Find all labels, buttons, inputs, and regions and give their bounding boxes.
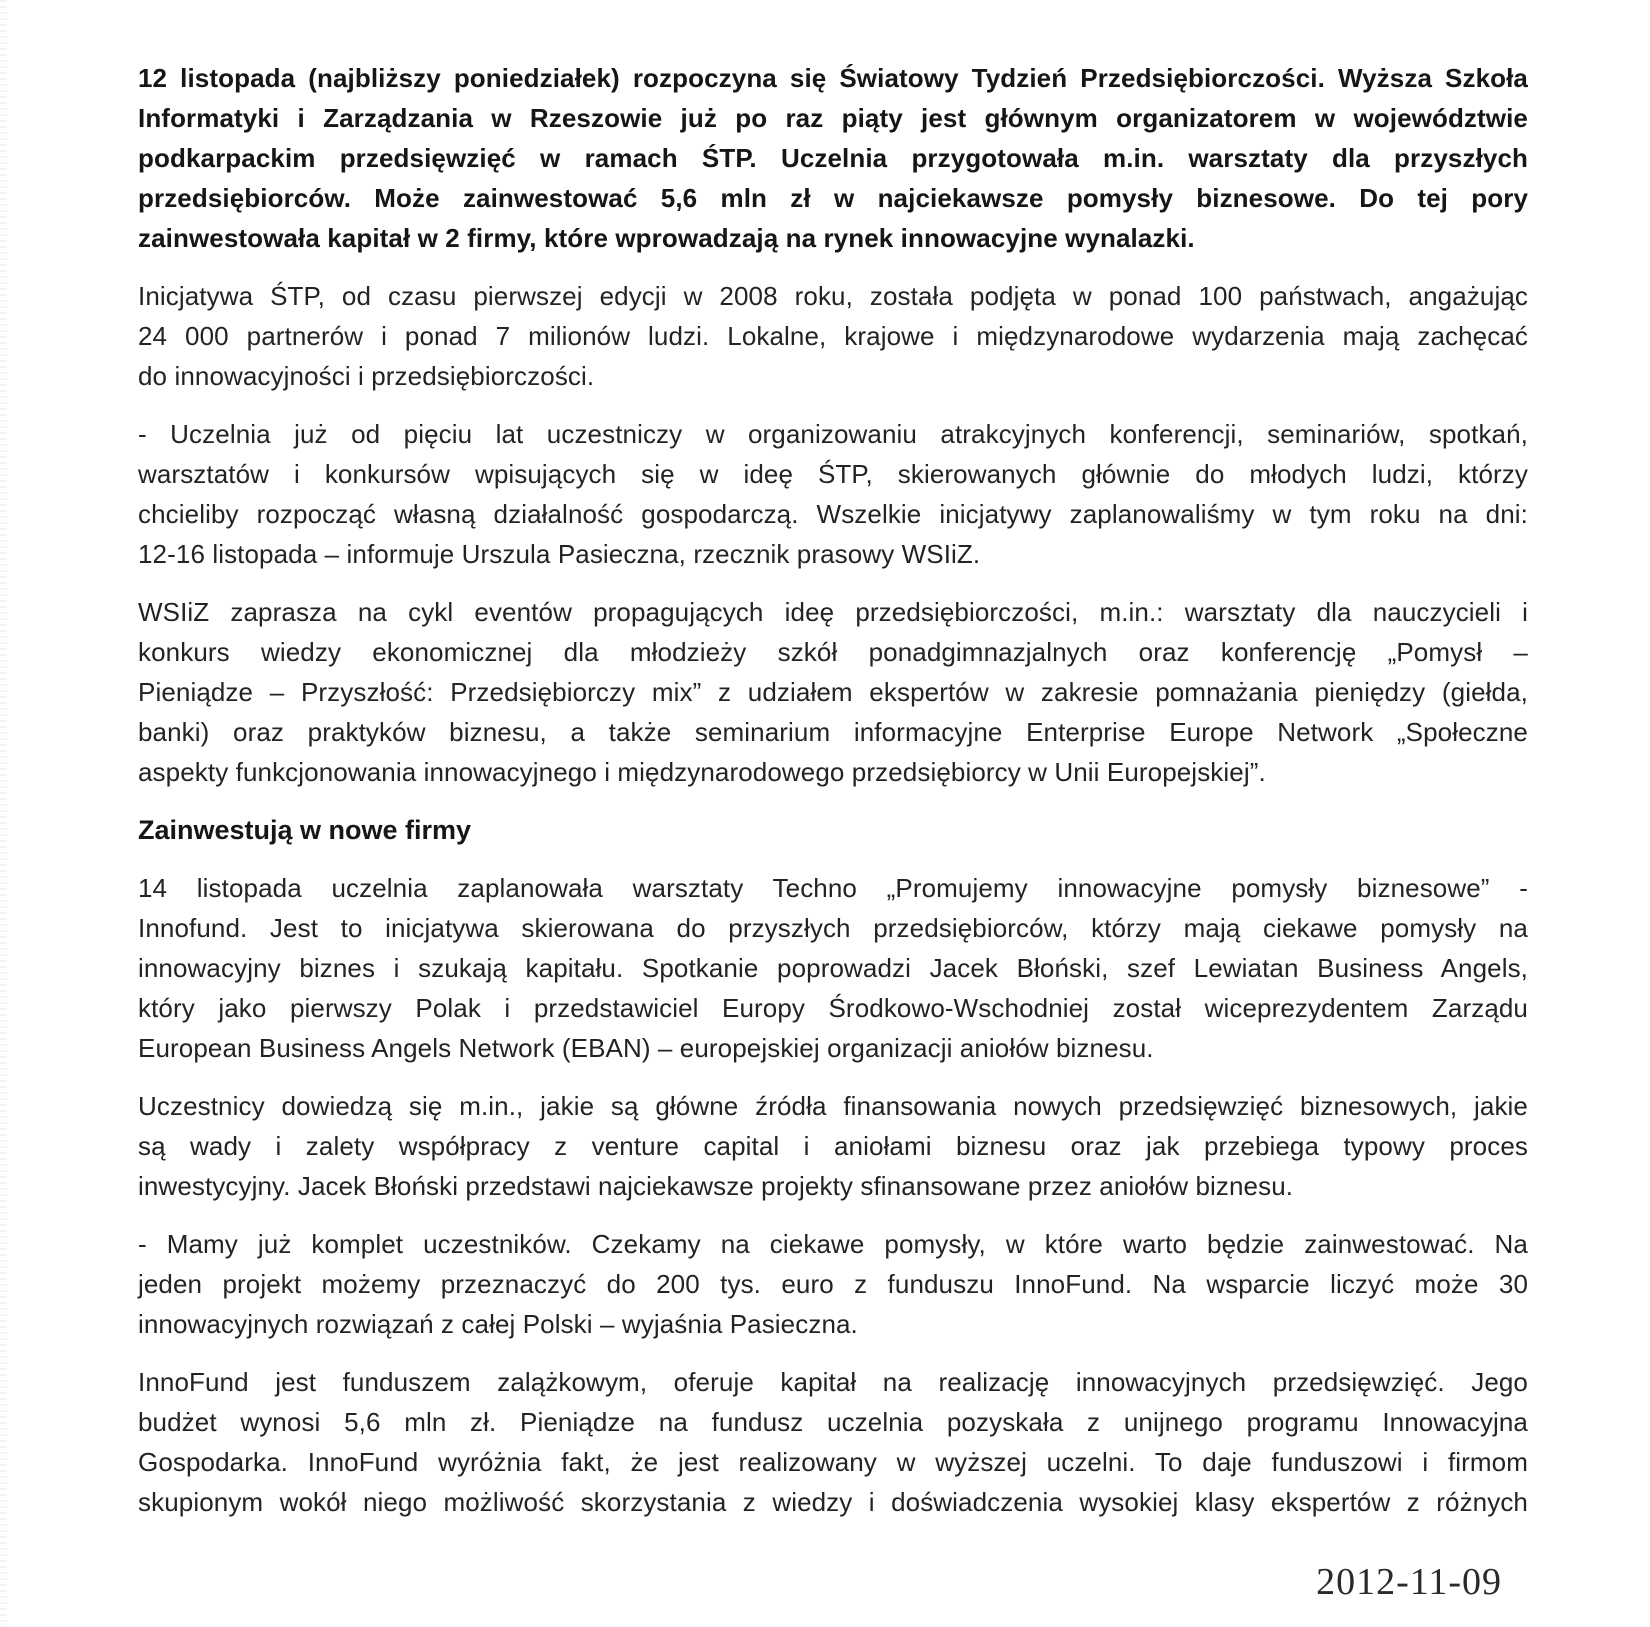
text-line: podkarpackim przedsięwzięć w ramach ŚTP. Uczelnia przygotowała m.in. warsztaty dla przyszłych bbox=[138, 143, 1528, 173]
text-line: chcieliby rozpocząć własną działalność gospodarczą. Wszelkie inicjatywy zaplanowaliśmy w tym roku na dni: bbox=[138, 499, 1528, 529]
text-line: aspekty funkcjonowania innowacyjnego i międzynarodowego przedsiębiorcy w Unii Europejskiej”. bbox=[138, 757, 1266, 787]
text-line: Innofund. Jest to inicjatywa skierowana do przyszłych przedsiębiorców, którzy mają ciekawe pomysły na bbox=[138, 913, 1528, 943]
paragraph bbox=[138, 1086, 1528, 1206]
text-line: do innowacyjności i przedsiębiorczości. bbox=[138, 361, 595, 391]
text-line: Informatyki i Zarządzania w Rzeszowie już po raz piąty jest głównym organizatorem w województwie bbox=[138, 103, 1528, 133]
text-line: który jako pierwszy Polak i przedstawiciel Europy Środkowo-Wschodniej został wiceprezydentem Zarządu bbox=[138, 993, 1528, 1023]
paragraph bbox=[138, 868, 1528, 1068]
scan-artifact-left-edge bbox=[0, 0, 7, 1627]
text-line: Uczestnicy dowiedzą się m.in., jakie są główne źródła finansowania nowych przedsięwzięć biznesowych, jakie bbox=[138, 1091, 1528, 1121]
text-line: Pieniądze – Przyszłość: Przedsiębiorczy mix” z udziałem ekspertów w zakresie pomnażania pieniędzy (giełda, bbox=[138, 677, 1528, 707]
text-line: konkurs wiedzy ekonomicznej dla młodzieży szkół ponadgimnazjalnych oraz konferencję „Pomysł – bbox=[138, 637, 1528, 667]
text-line: WSIiZ zaprasza na cykl eventów propagujących ideę przedsiębiorczości, m.in.: warsztaty dla nauczycieli i bbox=[138, 597, 1528, 627]
paragraph bbox=[138, 276, 1528, 396]
text-line: są wady i zalety współpracy z venture capital i aniołami biznesu oraz jak przebiega typowy proces bbox=[138, 1131, 1528, 1161]
text-line: budżet wynosi 5,6 mln zł. Pieniądze na fundusz uczelnia pozyskała z unijnego programu Innowacyjna bbox=[138, 1407, 1528, 1437]
text-line: Inicjatywa ŚTP, od czasu pierwszej edycji w 2008 roku, została podjęta w ponad 100 państwach, angażując bbox=[138, 281, 1528, 311]
text-line: innowacyjnych rozwiązań z całej Polski – wyjaśnia Pasieczna. bbox=[138, 1309, 858, 1339]
text-line: - Uczelnia już od pięciu lat uczestniczy w organizowaniu atrakcyjnych konferencji, seminariów, spotkań, bbox=[138, 419, 1528, 449]
document-body bbox=[138, 0, 1528, 1540]
text-line: przedsiębiorców. Może zainwestować 5,6 mln zł w najciekawsze pomysły biznesowe. Do tej pory bbox=[138, 183, 1528, 213]
text-line: 14 listopada uczelnia zaplanowała warsztaty Techno „Promujemy innowacyjne pomysły biznesowe” - bbox=[138, 873, 1528, 903]
text-line: skupionym wokół niego możliwość skorzystania z wiedzy i doświadczenia wysokiej klasy ekspertów z różnych bbox=[138, 1487, 1528, 1517]
paragraph bbox=[138, 414, 1528, 574]
paragraph bbox=[138, 592, 1528, 792]
text-line: InnoFund jest funduszem zalążkowym, oferuje kapitał na realizację innowacyjnych przedsięwzięć. Jego bbox=[138, 1367, 1528, 1397]
text-line: 24 000 partnerów i ponad 7 milionów ludzi. Lokalne, krajowe i międzynarodowe wydarzenia mają zachęcać bbox=[138, 321, 1528, 351]
text-line: - Mamy już komplet uczestników. Czekamy na ciekawe pomysły, w które warto będzie zainwestować. Na bbox=[138, 1229, 1528, 1259]
text-line: 12 listopada (najbliższy poniedziałek) rozpoczyna się Światowy Tydzień Przedsiębiorczości. Wyższa Szkoła bbox=[138, 63, 1528, 93]
paragraph bbox=[138, 1224, 1528, 1344]
text-line: inwestycyjny. Jacek Błoński przedstawi najciekawsze projekty sfinansowane przez aniołów biznesu. bbox=[138, 1171, 1294, 1201]
section-heading: Zainwestują w nowe firmy bbox=[138, 815, 472, 845]
text-line: zainwestowała kapitał w 2 firmy, które wprowadzają na rynek innowacyjne wynalazki. bbox=[138, 223, 1195, 253]
paragraph bbox=[138, 58, 1528, 258]
text-line: European Business Angels Network (EBAN) – europejskiej organizacji aniołów biznesu. bbox=[138, 1033, 1154, 1063]
text-line: banki) oraz praktyków biznesu, a także seminarium informacyjne Enterprise Europe Network „Społeczne bbox=[138, 717, 1528, 747]
text-line: jeden projekt możemy przeznaczyć do 200 tys. euro z funduszu InnoFund. Na wsparcie liczyć może 30 bbox=[138, 1269, 1528, 1299]
paragraph bbox=[138, 1362, 1528, 1522]
text-line: 12-16 listopada – informuje Urszula Pasieczna, rzecznik prasowy WSIiZ. bbox=[138, 539, 981, 569]
text-line: warsztatów i konkursów wpisujących się w ideę ŚTP, skierowanych głównie do młodych ludzi, którzy bbox=[138, 459, 1528, 489]
date-stamp: 2012-11-09 bbox=[1316, 1561, 1502, 1603]
text-line: Gospodarka. InnoFund wyróżnia fakt, że jest realizowany w wyższej uczelni. To daje funduszowi i firmom bbox=[138, 1447, 1528, 1477]
text-line: innowacyjny biznes i szukają kapitału. Spotkanie poprowadzi Jacek Błoński, szef Lewiatan Business Angels, bbox=[138, 953, 1528, 983]
